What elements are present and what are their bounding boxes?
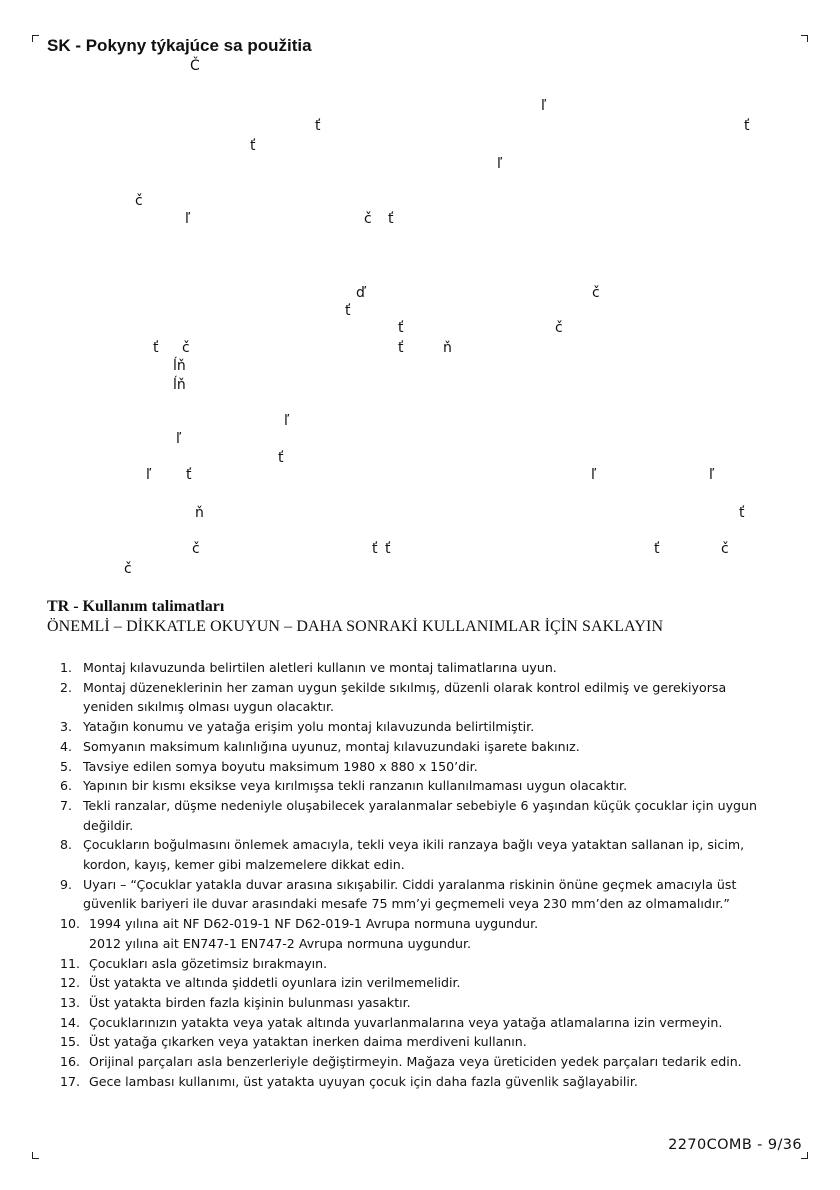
instruction-text: Montaj kılavuzunda belirtilen aletleri kullanın ve montaj talimatlarına uyun. xyxy=(83,660,557,675)
sk-glyph: ľ xyxy=(541,98,547,114)
instruction-number: 13. xyxy=(60,994,81,1010)
sk-glyph: ľ xyxy=(146,467,152,483)
instruction-item xyxy=(60,658,780,678)
instruction-text: Somyanın maksimum kalınlığına uyunuz, montaj kılavuzundaki işarete bakınız. xyxy=(83,738,580,754)
sk-glyph: ĺň xyxy=(173,377,186,393)
instruction-item xyxy=(60,776,780,796)
instruction-item xyxy=(60,1052,780,1072)
instruction-text: Gece lambası kullanımı, üst yatakta uyuyan çocuk için daha fazla güvenlik sağlayabilir. xyxy=(89,1073,638,1089)
sk-glyph: ň xyxy=(443,340,452,356)
instruction-text: yeniden sıkılmış olması uygun olacaktır. xyxy=(83,699,335,715)
instruction-number: 14. xyxy=(60,1014,81,1030)
tr-section-subtitle: ÖNEMLİ – DİKKATLE OKUYUN – DAHA SONRAKİ KULLANIMLAR İÇİN SAKLAYIN xyxy=(47,618,664,635)
instruction-text: Yatağın konumu ve yatağa erişim yolu montaj kılavuzunda belirtilmiştir. xyxy=(83,719,535,735)
instruction-text: güvenlik bariyeri ile duvar arasındaki mesafe 75 mm’yi geçmemeli veya 230 mm’den az olmamalıdır.” xyxy=(83,896,730,912)
instruction-item xyxy=(60,1013,780,1033)
crop-mark-bottom-left xyxy=(32,1152,39,1159)
crop-mark-top-left xyxy=(32,35,39,42)
crop-mark-bottom-right xyxy=(801,1152,808,1159)
instruction-text: değildir. xyxy=(83,817,134,833)
sk-glyph: ľ xyxy=(176,431,182,447)
instruction-number: 2. xyxy=(60,679,73,695)
instruction-text: kordon, kayış, kemer gibi malzemelere dikkat edin. xyxy=(83,857,405,873)
sk-glyph: ť xyxy=(739,505,745,521)
tr-section-title: TR - Kullanım talimatları xyxy=(47,598,225,615)
instruction-number: 12. xyxy=(60,975,81,991)
sk-glyph: ť xyxy=(372,541,378,557)
instruction-text: Çocukları asla gözetimsiz bırakmayın. xyxy=(89,955,328,971)
instruction-item xyxy=(60,796,780,835)
instruction-text: Üst yatağa çıkarken veya yataktan inerken daima merdiveni kullanın. xyxy=(89,1034,527,1050)
sk-glyph: ď xyxy=(356,285,365,301)
sk-glyph: ť xyxy=(398,320,404,336)
instruction-number: 5. xyxy=(60,758,73,774)
instruction-number: 11. xyxy=(60,955,81,971)
sk-glyph: ť xyxy=(388,211,394,227)
instruction-text: Çocuklarınızın yatakta veya yatak altında yuvarlanmalarına veya yatağa atlamalarına izin vermeyin. xyxy=(89,1014,723,1030)
sk-glyph: ľ xyxy=(709,467,715,483)
sk-glyph: ľ xyxy=(284,413,290,429)
instruction-number: 10. xyxy=(60,916,81,932)
instruction-number: 16. xyxy=(60,1054,81,1070)
instruction-text: 1994 yılına ait NF D62-019-1 NF D62-019-1 Avrupa normuna uygundur. xyxy=(89,916,539,932)
instruction-number: 6. xyxy=(60,778,73,794)
instruction-number: 4. xyxy=(60,738,73,754)
sk-glyph: ň xyxy=(195,505,204,521)
sk-glyph: ť xyxy=(250,138,256,154)
instruction-text: Yapının bir kısmı eksikse veya kırılmışsa tekli ranzanın kullanılmaması uygun olacaktır. xyxy=(83,778,628,794)
instruction-text: Üst yatakta birden fazla kişinin bulunması yasaktır. xyxy=(89,994,411,1010)
sk-glyph: ľ xyxy=(591,467,597,483)
instruction-number: 8. xyxy=(60,837,73,853)
sk-glyph: č xyxy=(124,561,132,577)
instruction-number: 9. xyxy=(60,876,73,892)
sk-glyph: ť xyxy=(744,118,750,134)
page-reference: 2270COMB - 9/36 xyxy=(668,1137,802,1153)
instruction-number: 1. xyxy=(60,660,73,675)
instruction-number: 7. xyxy=(60,797,73,813)
instruction-number: 17. xyxy=(60,1073,81,1089)
sk-glyph: č xyxy=(182,340,190,356)
crop-mark-top-right xyxy=(801,35,808,42)
instruction-text: Uyarı – “Çocuklar yatakla duvar arasına sıkışabilir. Ciddi yaralanma riskinin önüne geçmek amacıyla üst xyxy=(83,876,737,892)
sk-glyph: č xyxy=(592,285,600,301)
instruction-item xyxy=(60,914,780,953)
instruction-number: 15. xyxy=(60,1034,81,1050)
instruction-text: Montaj düzeneklerinin her zaman uygun şekilde sıkılmış, düzenli olarak kontrol edilmiş ve gerekiyorsa xyxy=(83,679,727,695)
sk-glyph: ť xyxy=(398,340,404,356)
sk-glyph: ť xyxy=(345,303,351,319)
instruction-number: 3. xyxy=(60,719,73,735)
instruction-item xyxy=(60,678,780,717)
instruction-text: Tekli ranzalar, düşme nedeniyle oluşabilecek yaralanmalar sebebiyle 6 yaşından küçük çocuklar için uygun xyxy=(83,797,758,813)
instruction-item xyxy=(60,1032,780,1052)
instruction-item xyxy=(60,835,780,874)
sk-glyph: ť xyxy=(654,541,660,557)
sk-glyph: ľ xyxy=(497,156,503,172)
instruction-item xyxy=(60,993,780,1013)
instruction-text: Üst yatakta ve altında şiddetli oyunlara izin verilmemelidir. xyxy=(89,975,461,991)
instruction-text: Tavsiye edilen somya boyutu maksimum 1980 x 880 x 150’dir. xyxy=(83,758,478,774)
instruction-list xyxy=(60,658,780,1091)
instruction-item xyxy=(60,973,780,993)
sk-glyph: ť xyxy=(315,118,321,134)
sk-glyph: Č xyxy=(190,58,200,74)
sk-glyph: č xyxy=(135,193,143,209)
sk-glyph: ť xyxy=(385,541,391,557)
instruction-item xyxy=(60,757,780,777)
sk-glyph: č xyxy=(721,541,729,557)
sk-glyph: ť xyxy=(278,450,284,466)
instruction-item xyxy=(60,875,780,914)
instruction-item xyxy=(60,717,780,737)
instruction-item xyxy=(60,954,780,974)
instruction-item xyxy=(60,737,780,757)
sk-glyph: ĺň xyxy=(173,358,186,374)
sk-glyph: ť xyxy=(186,467,192,483)
instruction-text: Çocukların boğulmasını önlemek amacıyla, tekli veya ikili ranzaya bağlı veya yataktan sallanan ip, sicim, xyxy=(83,837,745,853)
sk-glyph: ť xyxy=(153,340,159,356)
sk-glyph: č xyxy=(364,211,372,227)
sk-section-title: SK - Pokyny týkajúce sa použitia xyxy=(47,36,312,55)
instruction-item xyxy=(60,1072,780,1092)
sk-glyph: ľ xyxy=(185,211,191,227)
instruction-text: 2012 yılına ait EN747-1 EN747-2 Avrupa normuna uygundur. xyxy=(89,935,472,951)
sk-glyph: č xyxy=(192,541,200,557)
sk-glyph: č xyxy=(555,320,563,336)
instruction-text: Orijinal parçaları asla benzerleriyle değiştirmeyin. Mağaza veya üreticiden yedek parçaları tedarik edin. xyxy=(89,1054,742,1070)
